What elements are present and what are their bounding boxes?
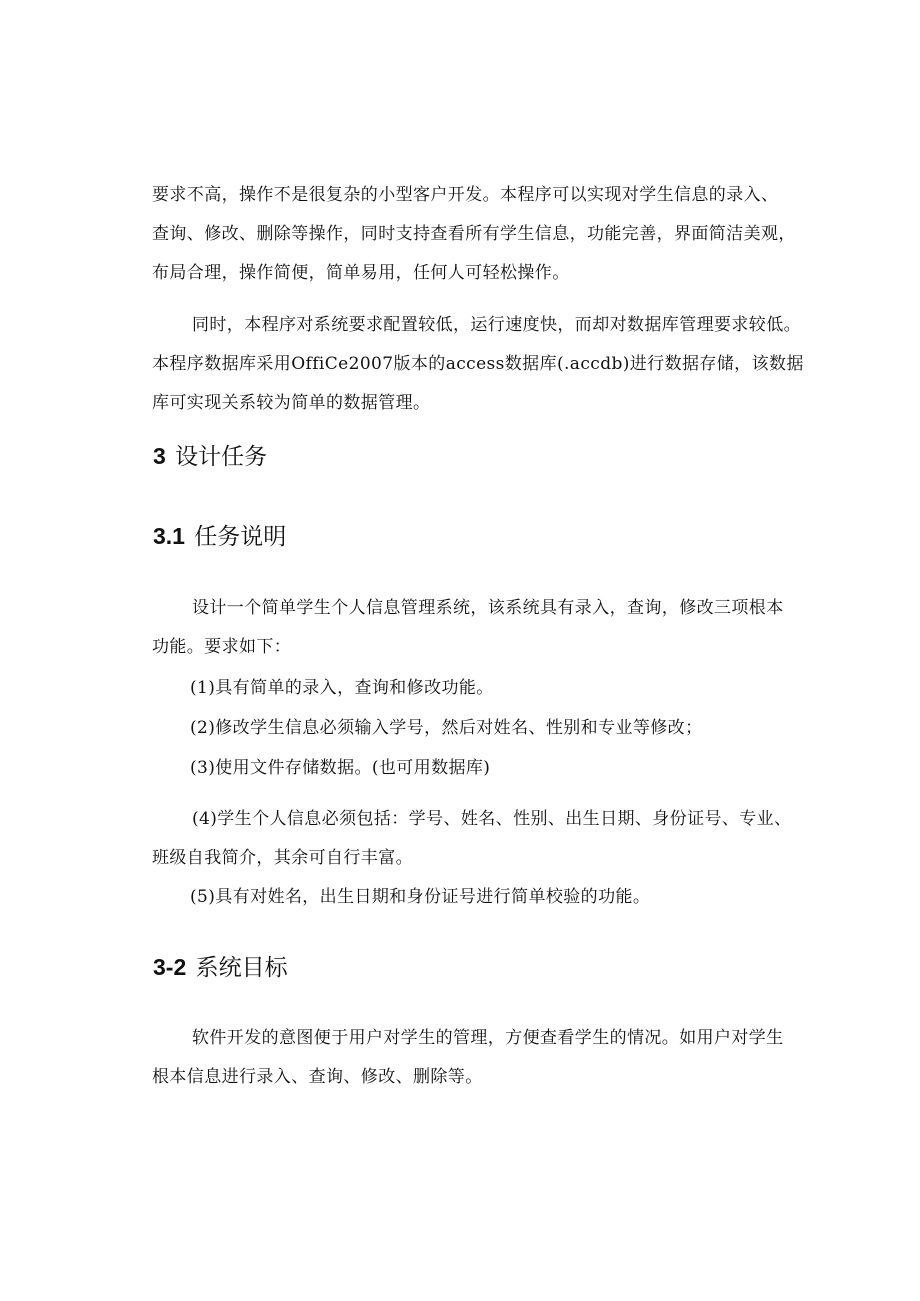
text-line: 班级自我简介，其余可自行丰富。	[152, 848, 413, 868]
requirement-item-5: (5)具有对姓名，出生日期和身份证号进行简单校验的功能。	[190, 887, 651, 907]
section-number: 3-2	[153, 954, 187, 980]
text-line: 软件开发的意图便于用户对学生的管理，方便查看学生的情况。如用户对学生	[192, 1028, 784, 1048]
section-title: 任务说明	[194, 524, 287, 550]
system-goal-paragraph	[152, 1019, 782, 1097]
text-line: 要求不高，操作不是很复杂的小型客户开发。本程序可以实现对学生信息的录入、	[152, 185, 779, 205]
section-title: 系统目标	[195, 955, 288, 981]
requirement-item-2: (2)修改学生信息必须输入学号，然后对姓名、性别和专业等修改；	[190, 718, 703, 738]
requirement-item-1: (1)具有简单的录入，查询和修改功能。	[190, 678, 494, 698]
requirement-item-4	[152, 800, 792, 878]
intro-paragraph-2	[152, 306, 804, 423]
text-line: 设计一个简单学生个人信息管理系统，该系统具有录入，查询，修改三项根本	[192, 598, 784, 618]
text-line: 同时，本程序对系统要求配置较低，运行速度快，而却对数据库管理要求较低。	[192, 315, 801, 335]
text-line: 布局合理，操作简便，简单易用，任何人可轻松操作。	[152, 263, 570, 283]
text-line: 根本信息进行录入、查询、修改、删除等。	[152, 1067, 483, 1087]
requirement-item-3: (3)使用文件存储数据。(也可用数据库)	[190, 758, 491, 778]
text-line: 库可实现关系较为简单的数据管理。	[152, 393, 431, 413]
task-description-paragraph	[152, 589, 782, 667]
section-heading-3	[153, 441, 267, 472]
text-line: 本程序数据库采用OffiCe2007版本的access数据库(.accdb)进行数据存储，该数据	[152, 354, 804, 374]
section-number: 3.1	[153, 523, 185, 549]
text-line: (4)学生个人信息必须包括：学号、姓名、性别、出生日期、身份证号、专业、	[192, 809, 792, 829]
text-line: 功能。要求如下：	[152, 637, 292, 657]
text-line: 查询、修改、删除等操作，同时支持查看所有学生信息，功能完善，界面简洁美观，	[152, 224, 796, 244]
section-number: 3	[153, 443, 166, 469]
section-title: 设计任务	[175, 444, 268, 470]
section-heading-3-1	[153, 521, 286, 552]
section-heading-3-2	[153, 952, 288, 983]
intro-paragraph-1	[152, 176, 796, 293]
